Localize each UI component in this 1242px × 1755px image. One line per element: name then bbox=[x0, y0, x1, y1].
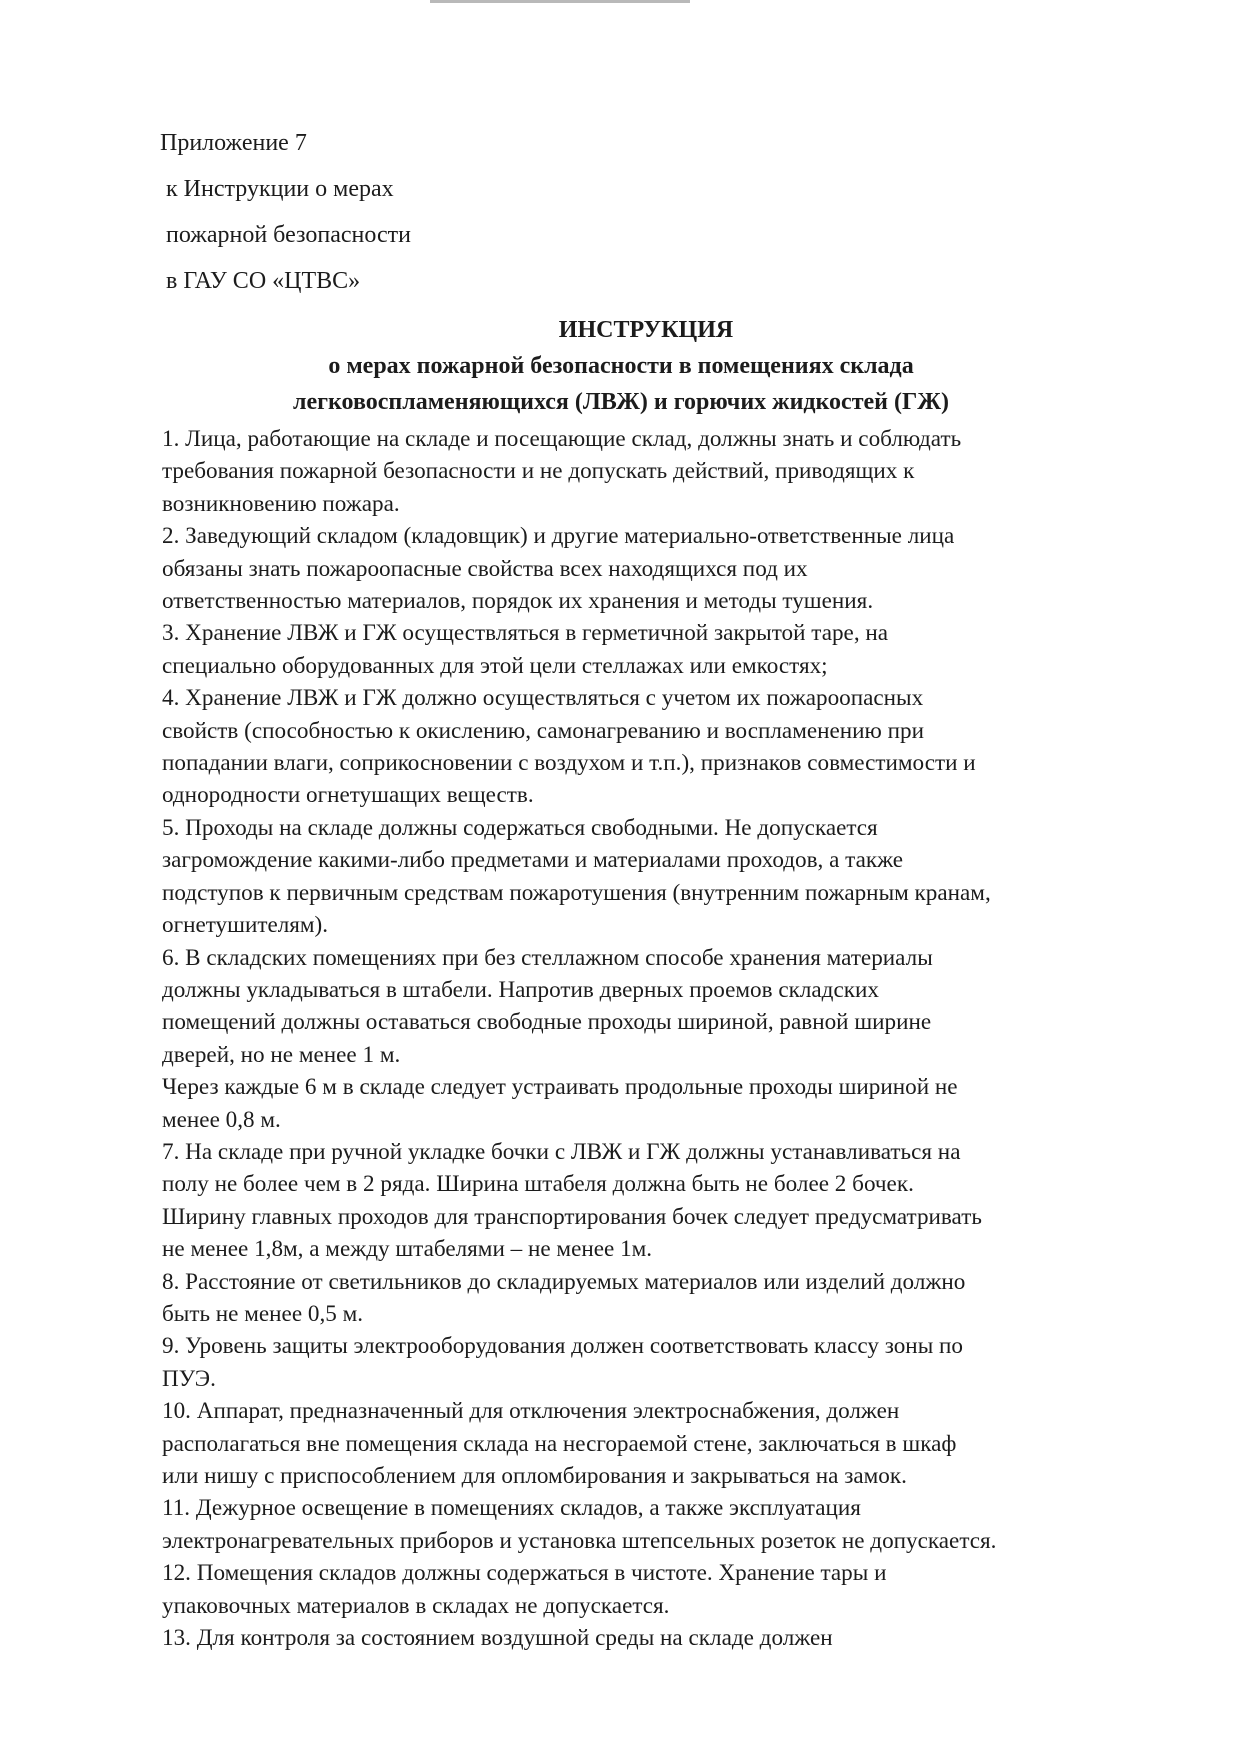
instruction-line: попадании влаги, соприкосновении с воздухом и т.п.), признаков совместимости и bbox=[162, 750, 976, 777]
instruction-line: Через каждые 6 м в складе следует устраивать продольные проходы шириной не bbox=[162, 1074, 958, 1101]
instruction-line: 6. В складских помещениях при без стеллажном способе хранения материалы bbox=[162, 944, 933, 971]
instruction-line: помещений должны оставаться свободные проходы шириной, равной ширине bbox=[162, 1009, 932, 1036]
appendix-line: в ГАУ СО «ЦТВС» bbox=[166, 268, 361, 294]
instruction-line: 11. Дежурное освещение в помещениях складов, а также эксплуатация bbox=[162, 1495, 861, 1522]
instruction-line: дверей, но не менее 1 м. bbox=[162, 1041, 401, 1068]
instruction-line: возникновению пожара. bbox=[162, 490, 400, 517]
appendix-block bbox=[160, 120, 411, 304]
instruction-line: 3. Хранение ЛВЖ и ГЖ осуществляться в герметичной закрытой таре, на bbox=[162, 620, 889, 647]
appendix-line: пожарной безопасности bbox=[166, 222, 411, 248]
instruction-line: 2. Заведующий складом (кладовщик) и другие материально-ответственные лица bbox=[162, 523, 955, 550]
document-subtitle-line-2: легковоспламеняющихся (ЛВЖ) и горючих жидкостей (ГЖ) bbox=[293, 389, 949, 415]
instruction-line: полу не более чем в 2 ряда. Ширина штабеля должна быть не более 2 бочек. bbox=[162, 1171, 914, 1198]
instruction-line: 10. Аппарат, предназначенный для отключения электроснабжения, должен bbox=[162, 1398, 900, 1425]
instruction-line: 8. Расстояние от светильников до складируемых материалов или изделий должно bbox=[162, 1268, 966, 1295]
instruction-line: ответственностью материалов, порядок их хранения и методы тушения. bbox=[162, 588, 874, 615]
instruction-line: подступов к первичным средствам пожаротушения (внутренним пожарным кранам, bbox=[162, 879, 991, 906]
instruction-line: располагаться вне помещения склада на несгораемой стене, заключаться в шкаф bbox=[162, 1430, 957, 1457]
instruction-line: 12. Помещения складов должны содержаться в чистоте. Хранение тары и bbox=[162, 1560, 887, 1587]
instruction-line: упаковочных материалов в складах не допускается. bbox=[162, 1592, 670, 1619]
document-title-block bbox=[0, 312, 1242, 420]
document-subtitle-line-1: о мерах пожарной безопасности в помещениях склада bbox=[328, 353, 914, 379]
instruction-line: специально оборудованных для этой цели стеллажах или емкостях; bbox=[162, 652, 828, 679]
instruction-line: 1. Лица, работающие на складе и посещающие склад, должны знать и соблюдать bbox=[162, 426, 962, 452]
appendix-line: Приложение 7 bbox=[160, 130, 307, 156]
appendix-line: к Инструкции о мерах bbox=[166, 176, 394, 202]
instruction-line: электронагревательных приборов и установка штепсельных розеток не допускается. bbox=[162, 1527, 997, 1554]
instruction-line: должны укладываться в штабели. Напротив дверных проемов складских bbox=[162, 976, 879, 1003]
instruction-line: 4. Хранение ЛВЖ и ГЖ должно осуществляться с учетом их пожароопасных bbox=[162, 685, 924, 712]
instruction-line: ПУЭ. bbox=[162, 1365, 216, 1392]
instruction-line: быть не менее 0,5 м. bbox=[162, 1300, 364, 1327]
instruction-line: огнетушителям). bbox=[162, 912, 329, 939]
instruction-line: не менее 1,8м, а между штабелями – не менее 1м. bbox=[162, 1236, 653, 1263]
instruction-line: 5. Проходы на складе должны содержаться свободными. Не допускается bbox=[162, 814, 878, 841]
instruction-line: менее 0,8 м. bbox=[162, 1106, 281, 1133]
document-heading: ИНСТРУКЦИЯ bbox=[558, 317, 734, 343]
instruction-line: Ширину главных проходов для транспортирования бочек следует предусматривать bbox=[162, 1203, 982, 1230]
instruction-line: загромождение какими-либо предметами и материалами проходов, а также bbox=[162, 847, 904, 874]
instruction-line: свойств (способностью к окислению, самонагреванию и воспламенению при bbox=[162, 717, 924, 744]
instruction-line: требования пожарной безопасности и не допускать действий, приводящих к bbox=[162, 458, 915, 485]
instruction-line: или нишу с приспособлением для опломбирования и закрываться на замок. bbox=[162, 1463, 907, 1489]
instruction-line: 13. Для контроля за состоянием воздушной среды на складе должен bbox=[162, 1625, 833, 1652]
instruction-line: 9. Уровень защиты электрооборудования должен соответствовать классу зоны по bbox=[162, 1333, 964, 1360]
instruction-body bbox=[162, 423, 1162, 1654]
instruction-line: 7. На складе при ручной укладке бочки с ЛВЖ и ГЖ должны устанавливаться на bbox=[162, 1138, 961, 1165]
scan-edge-mark bbox=[430, 0, 690, 3]
instruction-line: однородности огнетушащих веществ. bbox=[162, 782, 534, 809]
instruction-line: обязаны знать пожароопасные свойства всех находящихся под их bbox=[162, 555, 808, 582]
